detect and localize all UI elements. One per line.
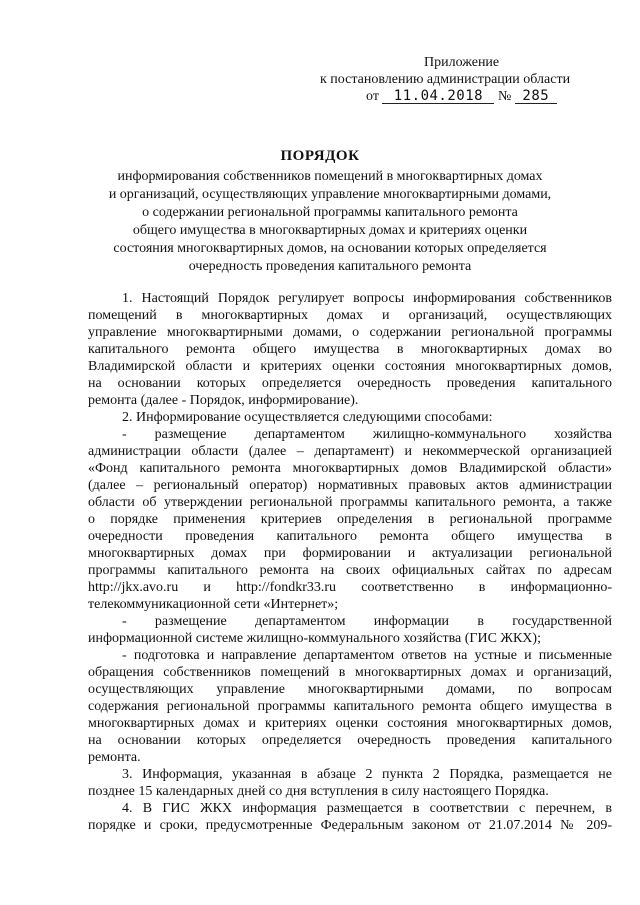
- paragraph-2-line: программы капитального ремонта на своих официальных сайтах по адресам: [88, 563, 612, 578]
- document-body: [88, 290, 612, 834]
- paragraph-1-line: ремонта (далее - Порядок, информирование).: [88, 393, 359, 408]
- paragraph-1-line: 1. Настоящий Порядок регулирует вопросы информирования собственников: [122, 291, 612, 306]
- paragraph-2-line: осуществляющих управление многоквартирными домами, по вопросам: [88, 682, 612, 697]
- paragraph-4-line: 4. В ГИС ЖКХ информация размещается в соответствии с перечнем, в: [122, 801, 612, 816]
- resolution-date: 11.04.2018: [382, 89, 494, 104]
- document-title: ПОРЯДОК: [280, 148, 360, 164]
- paragraph-2-line: 2. Информирование осуществляется следующими способами:: [122, 410, 493, 425]
- paragraph-2-line: - размещение департаментом информации в государственной: [122, 614, 612, 629]
- paragraph-3-line: 3. Информация, указанная в абзаце 2 пункта 2 Порядка, размещается не: [122, 767, 612, 782]
- paragraph-1-line: помещений в многоквартирных домах и организаций, осуществляющих: [88, 308, 612, 323]
- subtitle-line: о содержании региональной программы капитального ремонта: [142, 205, 518, 220]
- paragraph-2-line: содержания региональной программы капитального ремонта общего имущества в: [88, 699, 612, 714]
- paragraph-2-line: - подготовка и направление департаментом ответов на устные и письменные: [122, 648, 612, 663]
- paragraph-2-line: «Фонд капитального ремонта многоквартирных домов Владимирской области»: [88, 461, 612, 476]
- paragraph-2-line: о порядке применения критериев определения в региональной программе: [88, 512, 612, 527]
- paragraph-2-line: многоквартирных домах при формировании и актуализации региональной: [88, 546, 612, 561]
- subtitle-line: информирования собственников помещений в многоквартирных домах: [117, 169, 543, 184]
- paragraph-2-line: информационной системе жилищно-коммунального хозяйства (ГИС ЖКХ);: [88, 631, 541, 646]
- subtitle-line: очередность проведения капитального ремонта: [188, 259, 472, 274]
- paragraph-2-line: многоквартирных домах и критериях оценки состояния многоквартирных домов,: [88, 716, 612, 731]
- paragraph-2-line: области об утверждении региональной программы капитального ремонта, а также: [88, 495, 612, 510]
- paragraph-2-line: на основании которых определяется очередность проведения капитального: [88, 733, 612, 748]
- subtitle-line: общего имущества в многоквартирных домах и критериях оценки: [132, 223, 528, 238]
- document-subtitle: [100, 168, 560, 276]
- appendix-date-number: [300, 88, 620, 105]
- paragraph-1-line: капитального ремонта общего имущества в многоквартирных домах во: [88, 342, 612, 357]
- subtitle-line: состояния многоквартирных домов, на основании которых определяется: [113, 241, 547, 256]
- number-label: №: [497, 89, 512, 104]
- paragraph-2-line: обращения собственников помещений в многоквартирных домах и организаций,: [88, 665, 612, 680]
- subtitle-line: и организаций, осуществляющих управление многоквартирными домами,: [108, 187, 552, 202]
- paragraph-2-line: http://jkx.avo.ru и http://fondkr33.ru соответственно в информационно-: [88, 580, 612, 595]
- paragraph-2-line: ремонта.: [88, 750, 141, 765]
- paragraph-3-line: позднее 15 календарных дней со дня вступления в силу настоящего Порядка.: [88, 784, 549, 799]
- appendix-label: Приложение: [424, 55, 500, 70]
- resolution-number: 285: [515, 89, 557, 104]
- paragraph-1-line: управление многоквартирными домами, о содержании региональной программы: [88, 325, 612, 340]
- from-label: от: [366, 89, 379, 104]
- appendix-resolution: к постановлению администрации области: [320, 72, 571, 87]
- appendix-header: [300, 54, 620, 105]
- paragraph-2-line: телекоммуникационной сети «Интернет»;: [88, 597, 339, 612]
- paragraph-4-line: порядке и сроки, предусмотренные Федеральным законом от 21.07.2014 № 209-: [88, 818, 612, 833]
- paragraph-2-line: - размещение департаментом жилищно-коммунального хозяйства: [122, 427, 612, 442]
- paragraph-1-line: Владимирской области и критериях оценки состояния многоквартирных домов,: [88, 359, 612, 374]
- paragraph-2-line: администрации области (далее – департамент) и некоммерческой организацией: [88, 444, 612, 459]
- paragraph-1-line: на основании которых определяется очередность проведения капитального: [88, 376, 612, 391]
- paragraph-2-line: очередности проведения капитального ремонта общего имущества в: [88, 529, 612, 544]
- paragraph-2-line: (далее – региональный оператор) нормативных правовых актов администрации: [88, 478, 612, 493]
